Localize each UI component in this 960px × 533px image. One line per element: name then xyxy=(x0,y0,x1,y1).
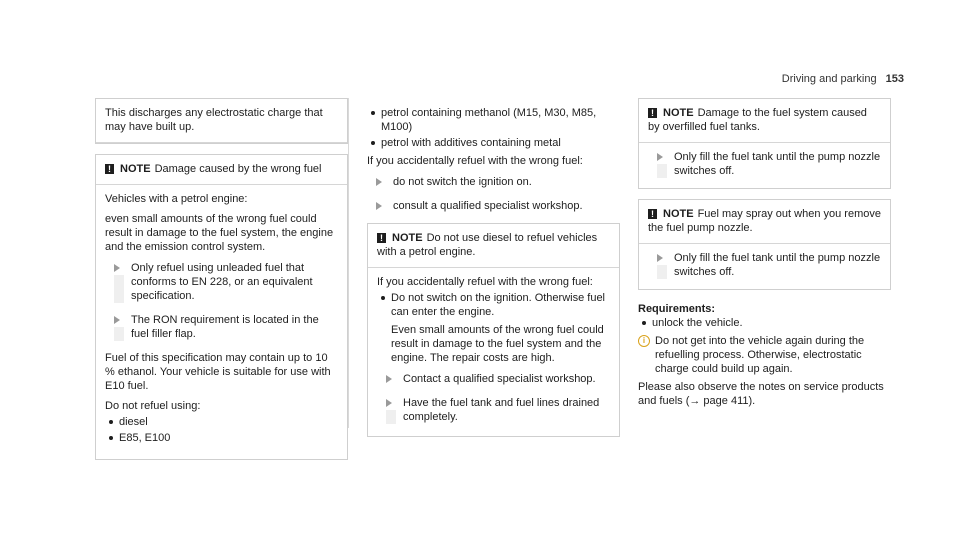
instruction-step xyxy=(367,175,620,189)
info-text: Do not get into the vehicle again during the refuelling process. Otherwise, electrostatic charge could build up again. xyxy=(655,335,865,375)
column-1 xyxy=(95,98,348,460)
note-box-overfill xyxy=(638,98,891,189)
paragraph: Fuel of this specification may contain up to 10 % ethanol. Your vehicle is suitable for use with E10 fuel. xyxy=(105,352,331,392)
bullet-list xyxy=(367,106,620,150)
note-title: Damage to the fuel system caused by overfilled fuel tanks. xyxy=(648,107,867,133)
page-header xyxy=(782,72,904,86)
paragraph: If you accidentally refuel with the wrong fuel: xyxy=(377,276,593,288)
note-box-wrong-fuel xyxy=(95,154,348,460)
instruction-step xyxy=(648,150,881,178)
note-body xyxy=(96,185,347,459)
step-text: do not switch the ignition on. xyxy=(393,176,532,188)
column-2 xyxy=(367,98,620,437)
instruction-step xyxy=(648,251,881,279)
note-header xyxy=(639,200,890,244)
arrow-icon xyxy=(376,202,382,210)
list-item: petrol with additives containing metal xyxy=(367,136,620,150)
warning-icon: ! xyxy=(648,108,657,118)
instruction-step xyxy=(377,372,610,386)
arrow-icon xyxy=(376,178,382,186)
note-title: Do not use diesel to refuel vehicles with a petrol engine. xyxy=(377,232,598,258)
step-text: Have the fuel tank and fuel lines drained completely. xyxy=(403,397,600,423)
page-number: 153 xyxy=(885,73,904,85)
arrow-icon xyxy=(657,153,663,161)
step-text: Only fill the fuel tank until the pump nozzle switches off. xyxy=(674,252,881,278)
info-icon: i xyxy=(638,335,650,347)
requirements-title: Requirements: xyxy=(638,303,716,315)
note-box-spray xyxy=(638,199,891,290)
note-body xyxy=(368,268,619,436)
instruction-step xyxy=(367,199,620,213)
info-note xyxy=(638,334,891,376)
column-divider xyxy=(348,98,349,428)
list-item: Do not switch on the ignition. Otherwise fuel can enter the engine. xyxy=(377,291,610,319)
bullet-list xyxy=(105,415,338,445)
column-3 xyxy=(638,98,891,409)
note-label: NOTE xyxy=(392,232,423,244)
step-text: The RON requirement is located in the fuel filler flap. xyxy=(131,314,319,340)
instruction-step xyxy=(105,313,338,341)
paragraph: If you accidentally refuel with the wrong fuel: xyxy=(367,155,583,167)
note-header xyxy=(96,155,347,185)
bullet-list xyxy=(377,291,610,319)
bullet-list xyxy=(638,316,891,330)
arrow-icon xyxy=(657,254,663,262)
paragraph: Do not refuel using: xyxy=(105,400,201,412)
note-label: NOTE xyxy=(663,107,694,119)
paragraph: Vehicles with a petrol engine: xyxy=(105,193,248,205)
note-label: NOTE xyxy=(120,163,151,175)
step-text: Only fill the fuel tank until the pump nozzle switches off. xyxy=(674,151,881,177)
warning-icon: ! xyxy=(105,164,114,174)
list-item: petrol containing methanol (M15, M30, M85, M100) xyxy=(367,106,620,134)
list-item: E85, E100 xyxy=(105,431,338,445)
paragraph: even small amounts of the wrong fuel could result in damage to the fuel system, the engine and the emission control system. xyxy=(105,213,334,253)
note-box-diesel xyxy=(367,223,620,437)
arrow-icon xyxy=(114,264,120,272)
instruction-step xyxy=(377,396,610,424)
warning-icon: ! xyxy=(648,209,657,219)
arrow-icon xyxy=(114,316,120,324)
paragraph: Even small amounts of the wrong fuel could result in damage to the fuel system and the engine. The repair costs are high. xyxy=(391,324,604,364)
intro-box xyxy=(95,98,348,144)
step-text: Contact a qualified specialist workshop. xyxy=(403,373,596,385)
section-title: Driving and parking xyxy=(781,73,877,85)
note-header xyxy=(368,224,619,268)
list-item: diesel xyxy=(105,415,338,429)
arrow-icon xyxy=(386,375,392,383)
step-text: Only refuel using unleaded fuel that conforms to EN 228, or an equivalent specification. xyxy=(131,262,313,302)
paragraph: Please also observe the notes on service products and fuels (→ page 411). xyxy=(638,381,884,407)
instruction-step xyxy=(105,261,338,303)
list-item: unlock the vehicle. xyxy=(638,316,891,330)
arrow-icon xyxy=(386,399,392,407)
note-title: Fuel may spray out when you remove the fuel pump nozzle. xyxy=(648,208,881,234)
step-text: consult a qualified specialist workshop. xyxy=(393,200,583,212)
warning-icon: ! xyxy=(377,233,386,243)
requirements-section xyxy=(638,302,891,408)
intro-text: This discharges any electrostatic charge that may have built up. xyxy=(96,99,347,143)
note-body xyxy=(639,143,890,188)
note-header xyxy=(639,99,890,143)
wrong-fuel-continued xyxy=(367,106,620,213)
note-title: Damage caused by the wrong fuel xyxy=(154,163,322,175)
note-body xyxy=(639,244,890,289)
note-label: NOTE xyxy=(663,208,694,220)
